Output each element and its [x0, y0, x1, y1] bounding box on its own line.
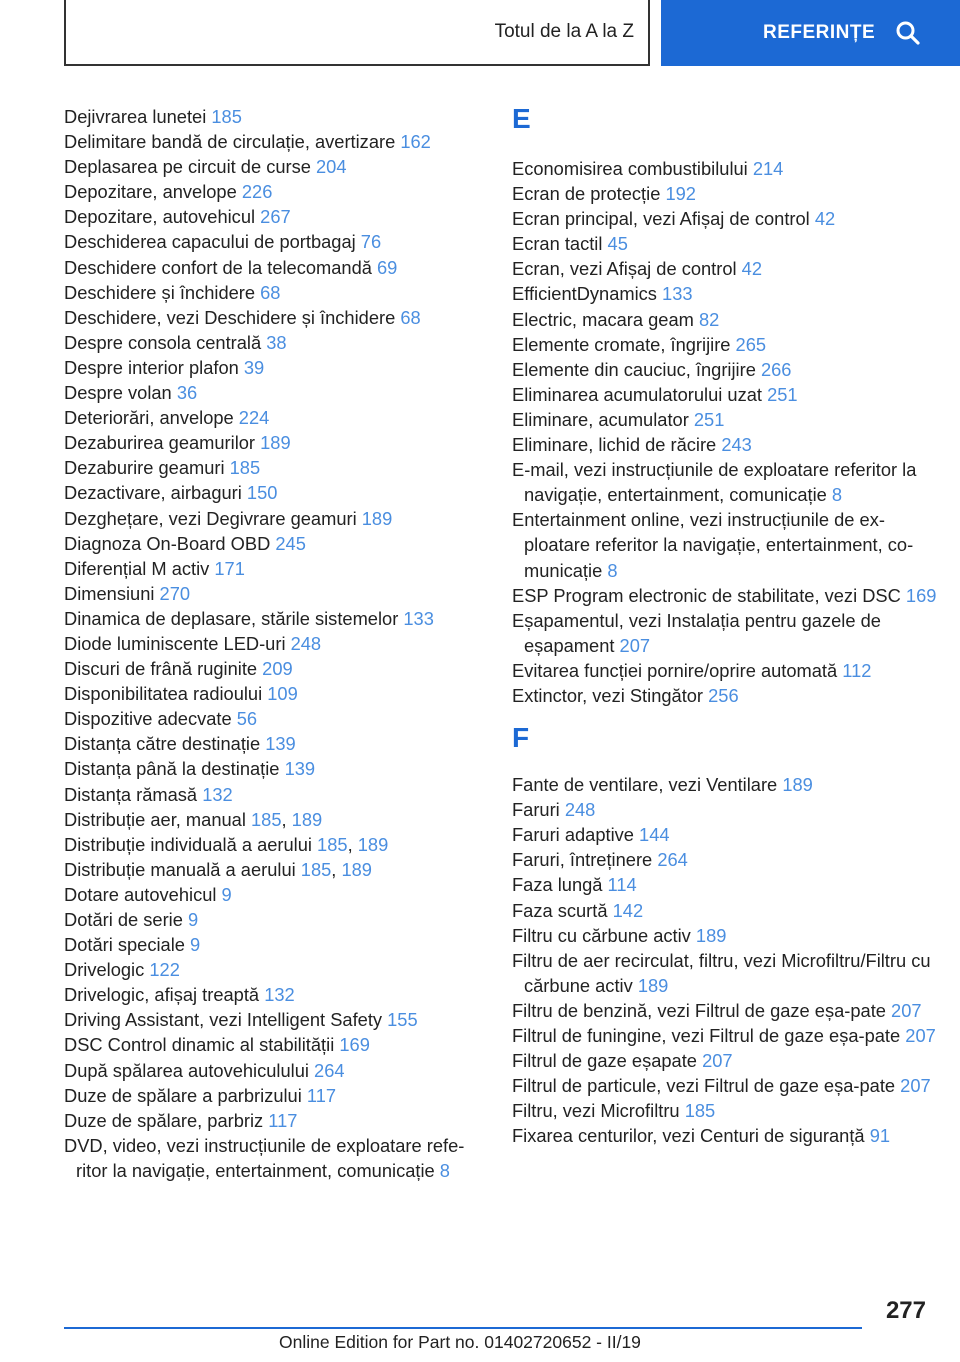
- index-entry-term: E-mail, vezi instrucțiunile de exploatare referitor la navigație, entertainment, comunicație: [512, 459, 917, 506]
- page-reference-link[interactable]: 9: [221, 883, 232, 905]
- index-entry-term: Despre interior plafon: [64, 356, 239, 378]
- index-entry: [64, 706, 484, 731]
- index-entry-term: Duze de spălare, parbriz: [64, 1109, 264, 1131]
- index-entry-term: Deplasarea pe circuit de curse: [64, 156, 311, 178]
- page-reference-link[interactable]: 189: [782, 774, 813, 796]
- index-entry-term: Depozitare, autovehicul: [64, 206, 256, 228]
- index-entry: [64, 1058, 484, 1083]
- index-entry: [512, 407, 942, 432]
- index-entry-term: Driving Assistant, vezi Intelligent Safety: [64, 1009, 383, 1031]
- index-entry: [512, 382, 942, 407]
- index-entry-term: Deteriorări, anvelope: [64, 407, 234, 429]
- index-entry: Distribuție manuală a aerului 185, 189: [64, 858, 372, 880]
- index-entry: [64, 204, 484, 229]
- page-reference-link[interactable]: 133: [403, 607, 434, 629]
- page-reference-link[interactable]: 76: [360, 231, 382, 253]
- index-entry-term: Filtrul de particule, vezi Filtrul de gaze eșa‐pate: [512, 1075, 896, 1097]
- index-entry-term: Dotări de serie: [64, 909, 183, 930]
- page-reference-link[interactable]: 117: [306, 1084, 337, 1106]
- page-reference-link[interactable]: 42: [814, 208, 836, 230]
- index-entry-term: Entertainment online, vezi instrucțiunile de ex‐ploatare referitor la navigație, entertainment, co‐municație: [512, 509, 914, 581]
- page-reference-link[interactable]: 264: [314, 1059, 345, 1081]
- index-entry: [512, 847, 942, 872]
- index-entry: [512, 206, 942, 231]
- index-entry: [512, 156, 942, 181]
- index-entry-term: Ecran de protecție: [512, 183, 661, 205]
- section-title: Totul de la A la Z: [494, 21, 634, 42]
- index-entry-term: Dimensiuni: [64, 582, 155, 604]
- page-reference-link[interactable]: 45: [607, 233, 628, 255]
- page-reference-link[interactable]: 189: [341, 858, 372, 880]
- index-entry: [64, 631, 484, 656]
- page-reference-link[interactable]: 42: [741, 258, 762, 280]
- index-entry: [64, 129, 484, 154]
- index-entry-term: Filtru de aer recirculat, filtru, vezi Microfiltru/Filtru cu cărbune activ: [512, 949, 931, 996]
- index-entry-term: Drivelogic: [64, 959, 145, 981]
- index-entry: [64, 1007, 484, 1032]
- index-entry: [64, 506, 484, 531]
- index-entry: [512, 1123, 942, 1148]
- index-entry: [64, 280, 484, 305]
- index-entry-term: Filtru cu cărbune activ: [512, 924, 691, 946]
- index-entry-term: Distribuție individuală a aerului: [64, 833, 312, 855]
- page-number: 277: [885, 1297, 926, 1324]
- section-letter: E: [512, 103, 531, 134]
- page-reference-link[interactable]: 69: [377, 256, 398, 278]
- index-entry: [512, 772, 942, 797]
- index-entry-term: Delimitare bandă de circulație, avertizare: [64, 131, 396, 153]
- page-reference-link[interactable]: 68: [400, 306, 421, 328]
- page-reference-link[interactable]: 91: [869, 1125, 891, 1147]
- page-reference-link[interactable]: 248: [564, 799, 596, 821]
- index-entry: [64, 556, 484, 581]
- page-reference-link[interactable]: 207: [702, 1050, 733, 1072]
- index-entry: [512, 256, 942, 281]
- page-reference-link[interactable]: 266: [760, 358, 792, 380]
- footer-divider: [64, 1327, 862, 1329]
- index-entry: [512, 1073, 942, 1098]
- index-entry-term: ESP Program electronic de stabilitate, vezi DSC: [512, 584, 901, 606]
- index-entry: [64, 1108, 484, 1133]
- index-entry-term: Distanța către destinație: [64, 733, 261, 755]
- page-reference-link[interactable]: 142: [612, 899, 644, 921]
- index-entry: [512, 898, 942, 923]
- search-icon[interactable]: [895, 20, 921, 46]
- page-reference-link[interactable]: 114: [607, 874, 637, 896]
- page-reference-link[interactable]: 185: [250, 808, 282, 830]
- index-entry-term: Faza scurtă: [512, 899, 608, 921]
- page-reference-link[interactable]: 169: [339, 1034, 370, 1056]
- index-entry: [512, 507, 942, 582]
- index-entry-term: Economisirea combustibilului: [512, 158, 748, 179]
- index-entry: [64, 1133, 484, 1183]
- index-entry: [512, 432, 942, 457]
- page-reference-link[interactable]: 185: [300, 858, 332, 880]
- page-reference-link[interactable]: 56: [236, 708, 258, 730]
- index-entry-term: Eliminare, acumulator: [512, 408, 689, 430]
- index-entry-term: Dotări speciale: [64, 934, 185, 956]
- index-entry: [512, 457, 942, 507]
- index-column-left: [64, 104, 484, 1183]
- index-entry-term: Eliminare, lichid de răcire: [512, 434, 717, 456]
- index-entry-term: Despre consola centrală: [64, 331, 262, 353]
- footer-edition: Online Edition for Part no. 01402720652 - II/19: [279, 1332, 641, 1352]
- index-entry-term: Dezactivare, airbaguri: [64, 482, 242, 504]
- index-entry-term: Ecran tactil: [512, 233, 603, 255]
- index-entry-term: EfficientDynamics: [512, 283, 657, 305]
- index-entry-term: După spălarea autovehiculului: [64, 1059, 309, 1081]
- index-entry: [64, 355, 484, 380]
- index-entry: [64, 606, 484, 631]
- index-entry: [64, 380, 484, 405]
- page-reference-link[interactable]: 38: [266, 331, 287, 353]
- index-entry-term: DSC Control dinamic al stabilității: [64, 1034, 335, 1056]
- index-entry-term: Deschiderea capacului de portbagaj: [64, 231, 356, 253]
- index-entry: [64, 154, 484, 179]
- index-entry: [512, 797, 942, 822]
- page-reference-link[interactable]: 155: [387, 1009, 418, 1031]
- index-entry: [64, 229, 484, 254]
- index-entry-term: Dispozitive adecvate: [64, 708, 232, 730]
- references-tab-label: REFERINȚE: [763, 22, 876, 43]
- index-entry-term: Evitarea funcției pornire/oprire automată: [512, 659, 838, 681]
- index-entry: [64, 531, 484, 556]
- index-entry: [64, 405, 484, 430]
- page-reference-link[interactable]: 132: [264, 984, 295, 1006]
- index-entry: [64, 179, 484, 204]
- index-entry: [512, 332, 942, 357]
- index-entry-term: Dezaburirea geamurilor: [64, 432, 256, 454]
- page-reference-link[interactable]: 189: [357, 833, 389, 855]
- index-entry-term: Depozitare, anvelope: [64, 181, 237, 203]
- page-reference-link[interactable]: 251: [693, 408, 725, 430]
- index-entry-term: Deschidere, vezi Deschidere și închidere: [64, 306, 396, 328]
- index-entry-term: Filtrul de funingine, vezi Filtrul de gaze eșa‐pate: [512, 1025, 901, 1046]
- page-reference-link[interactable]: 245: [275, 532, 306, 554]
- index-entry-term: Elemente cromate, îngrijire: [512, 333, 731, 355]
- index-entry-term: Fixarea centurilor, vezi Centuri de siguranță: [512, 1125, 865, 1147]
- index-entry: Distribuție aer, manual 185, 189: [64, 808, 323, 830]
- section-letter: F: [512, 722, 530, 754]
- page-reference-link[interactable]: 9: [187, 909, 199, 930]
- page-reference-link[interactable]: 139: [265, 733, 296, 755]
- index-entry: [64, 581, 484, 606]
- index-entry-term: Faruri, întreținere: [512, 849, 653, 871]
- index-entry-term: Disponibilitatea radioului: [64, 683, 263, 705]
- index-entry: [64, 430, 484, 455]
- page-reference-link[interactable]: 109: [267, 683, 298, 705]
- index-entry-term: Filtru de benzină, vezi Filtrul de gaze eșa‐pate: [512, 999, 886, 1021]
- references-tab[interactable]: [661, 0, 960, 66]
- index-entry-term: Faruri: [512, 799, 560, 821]
- page-reference-link[interactable]: 207: [891, 999, 922, 1021]
- index-entry-term: Distanța până la destinație: [64, 758, 280, 780]
- page-reference-link[interactable]: 270: [159, 582, 191, 604]
- page-reference-link[interactable]: 185: [229, 457, 261, 479]
- index-entry: [512, 872, 942, 897]
- page-reference-link[interactable]: 162: [400, 131, 431, 153]
- page-reference-link[interactable]: 139: [284, 758, 316, 780]
- index-entry-term: Eșapamentul, vezi Instalația pentru gazele de eșapament: [512, 609, 881, 656]
- page-reference-link[interactable]: 36: [176, 382, 198, 404]
- index-entry: [512, 1048, 942, 1073]
- index-entry: [64, 656, 484, 681]
- index-entry: [512, 948, 942, 998]
- index-entry-term: Faruri adaptive: [512, 824, 634, 846]
- index-entry-term: Drivelogic, afișaj treaptă: [64, 984, 260, 1006]
- index-entry-term: Duze de spălare a parbrizului: [64, 1084, 302, 1106]
- index-entry: [512, 281, 942, 306]
- page-reference-link[interactable]: 150: [246, 482, 278, 504]
- index-entry: [512, 583, 942, 608]
- index-entry-term: Filtrul de gaze eșapate: [512, 1050, 697, 1072]
- index-entry: [512, 307, 942, 332]
- index-entry-term: Diode luminiscente LED-uri: [64, 632, 286, 654]
- index-entry: [64, 882, 484, 907]
- index-entry: [64, 782, 484, 807]
- index-entry: [512, 181, 942, 206]
- page-reference-link[interactable]: 204: [316, 156, 347, 178]
- index-entry-term: Dotare autovehicul: [64, 883, 217, 905]
- page-reference-link[interactable]: 144: [639, 824, 670, 846]
- index-entry-term: Ecran principal, vezi Afișaj de control: [512, 208, 810, 230]
- page-reference-link[interactable]: 39: [243, 356, 265, 378]
- page-reference-link[interactable]: 112: [842, 659, 872, 681]
- page-reference-link[interactable]: 224: [238, 407, 270, 429]
- page-reference-link[interactable]: 256: [708, 684, 739, 706]
- index-column-right: [512, 104, 942, 1148]
- index-entry-term: Elemente din cauciuc, îngrijire: [512, 358, 756, 380]
- page-reference-link[interactable]: 248: [290, 632, 322, 654]
- index-entry: [64, 932, 484, 957]
- index-entry-term: DVD, video, vezi instrucțiunile de exploatare refe‐ritor la navigație, entertainment, comunicație: [64, 1134, 465, 1181]
- index-entry: Distribuție individuală a aerului 185, 189: [64, 833, 389, 855]
- index-entry: [512, 357, 942, 382]
- page-reference-link[interactable]: 82: [698, 308, 720, 330]
- index-entry-term: Despre volan: [64, 382, 172, 404]
- index-entry: [64, 681, 484, 706]
- page-reference-link[interactable]: 185: [211, 106, 242, 127]
- index-entry-term: Extinctor, vezi Stingător: [512, 684, 704, 706]
- index-entry-term: Electric, macara geam: [512, 308, 694, 330]
- index-entry: [64, 982, 484, 1007]
- page-reference-link[interactable]: 9: [190, 934, 201, 956]
- index-entry: [512, 683, 942, 708]
- page-reference-link[interactable]: 8: [439, 1159, 450, 1181]
- page-reference-link[interactable]: 185: [317, 833, 348, 855]
- index-entry-term: Distribuție aer, manual: [64, 808, 246, 830]
- index-entry-term: Distanța rămasă: [64, 783, 198, 805]
- page-reference-link[interactable]: 117: [268, 1109, 298, 1131]
- page-reference-link[interactable]: 207: [905, 1025, 936, 1046]
- index-entry-term: Dezaburire geamuri: [64, 457, 225, 479]
- page-reference-link[interactable]: 185: [684, 1100, 716, 1122]
- index-entry-term: Discuri de frână ruginite: [64, 658, 258, 680]
- index-entry-term: Diagnoza On-Board OBD: [64, 532, 271, 554]
- page-reference-link[interactable]: 8: [831, 484, 843, 506]
- index-entry: [512, 822, 942, 847]
- index-entry: [64, 1083, 484, 1108]
- index-entry-term: Dezghețare, vezi Degivrare geamuri: [64, 507, 357, 529]
- section-header: [64, 0, 650, 66]
- index-entry: [512, 231, 942, 256]
- index-entry: [512, 608, 942, 658]
- index-entry: [512, 923, 942, 948]
- page-reference-link[interactable]: 68: [260, 281, 281, 303]
- page-reference-link[interactable]: 251: [767, 383, 798, 405]
- page-reference-link[interactable]: 189: [695, 924, 727, 946]
- page-reference-link[interactable]: 243: [721, 434, 752, 456]
- page-reference-link[interactable]: 189: [260, 432, 291, 454]
- index-entry: [64, 957, 484, 982]
- index-entry-term: Ecran, vezi Afișaj de control: [512, 258, 737, 280]
- index-entry-term: Fante de ventilare, vezi Ventilare: [512, 774, 778, 796]
- index-entry-term: Dinamica de deplasare, stările sistemelor: [64, 607, 399, 629]
- index-entry-term: Eliminarea acumulatorului uzat: [512, 383, 762, 405]
- index-entry: [64, 330, 484, 355]
- page-reference-link[interactable]: 226: [241, 181, 273, 203]
- index-entry-term: Distribuție manuală a aerului: [64, 858, 296, 880]
- index-entry-term: Deschidere confort de la telecomandă: [64, 256, 372, 278]
- page-reference-link[interactable]: 122: [149, 959, 180, 981]
- page-reference-link[interactable]: 189: [637, 974, 669, 996]
- page-reference-link[interactable]: 132: [202, 783, 233, 805]
- index-entry-term: Dejivrarea lunetei: [64, 106, 207, 127]
- index-entry: [64, 731, 484, 756]
- index-entry: [64, 255, 484, 280]
- page-reference-link[interactable]: 133: [662, 283, 693, 305]
- page-reference-link[interactable]: 265: [735, 333, 767, 355]
- page-reference-link[interactable]: 171: [214, 557, 245, 579]
- index-entry: [512, 658, 942, 683]
- index-entry: [64, 455, 484, 480]
- index-entry: [512, 998, 942, 1023]
- index-entry: [64, 1032, 484, 1057]
- index-entry-term: Faza lungă: [512, 874, 603, 896]
- page-reference-link[interactable]: 189: [291, 808, 323, 830]
- page-reference-link[interactable]: 207: [900, 1075, 931, 1097]
- page-reference-link[interactable]: 209: [262, 658, 293, 680]
- index-entry: [512, 1023, 942, 1048]
- index-entry-term: Deschidere și închidere: [64, 281, 256, 303]
- page-reference-link[interactable]: 189: [361, 507, 393, 529]
- page-reference-link[interactable]: 214: [752, 158, 784, 179]
- index-entry: [64, 756, 484, 781]
- index-entry-term: Filtru, vezi Microfiltru: [512, 1100, 680, 1122]
- page-reference-link[interactable]: 207: [619, 634, 651, 656]
- index-entry: [64, 104, 484, 129]
- page-reference-link[interactable]: 264: [657, 849, 688, 871]
- index-entry: [64, 907, 484, 932]
- index-entry: [64, 305, 484, 330]
- page-reference-link[interactable]: 267: [260, 206, 291, 228]
- page-reference-link[interactable]: 169: [905, 584, 937, 606]
- page-reference-link[interactable]: 8: [607, 559, 618, 581]
- index-entry: [512, 1098, 942, 1123]
- page-reference-link[interactable]: 192: [665, 183, 696, 205]
- index-entry: [64, 480, 484, 505]
- index-entry-term: Diferențial M activ: [64, 557, 210, 579]
